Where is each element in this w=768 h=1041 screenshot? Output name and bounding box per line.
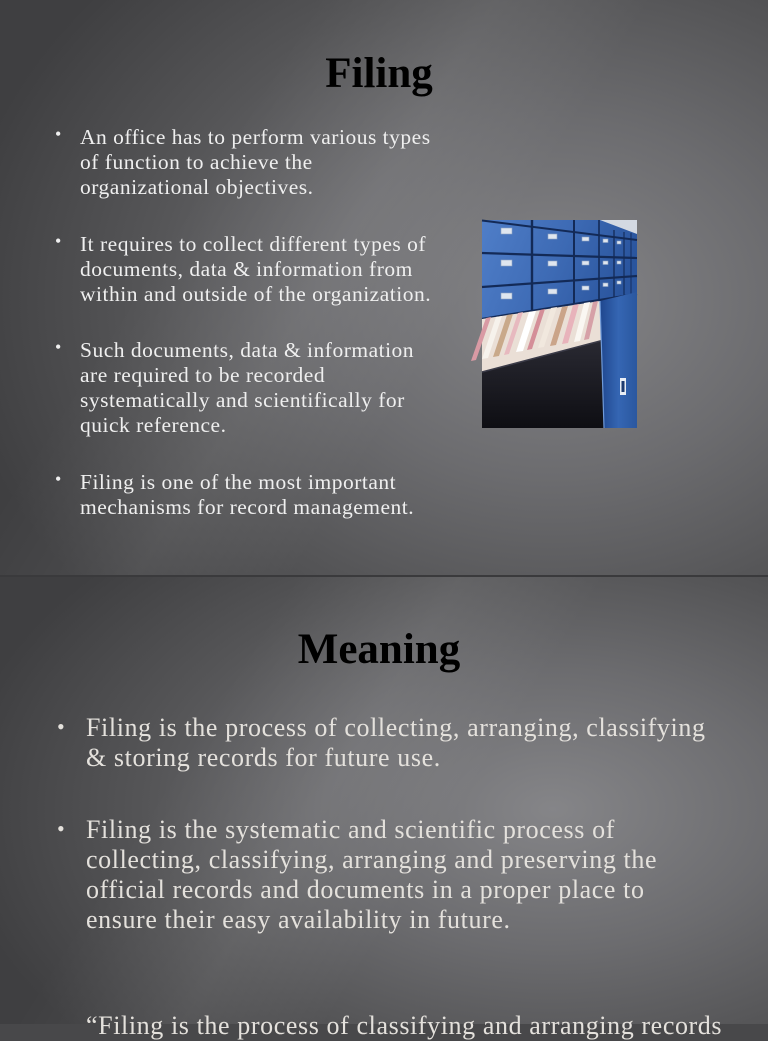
bullet-line: documents, data & information from — [80, 257, 413, 281]
slide-title: Meaning — [297, 626, 461, 673]
bullet-line: Filing is the systematic and scientific process of — [86, 815, 615, 844]
bullet-line: collecting, classifying, arranging and preserving the — [86, 845, 658, 874]
bullet-item — [86, 1011, 723, 1040]
bullet-marker: • — [55, 469, 62, 489]
bullet-item — [57, 713, 706, 773]
bullet-line: are required to be recorded — [80, 363, 326, 387]
bullet-line: mechanisms for record management. — [80, 495, 415, 519]
bullet-line: It requires to collect different types of — [80, 232, 427, 256]
bullet-line: Filing is the process of collecting, arranging, classifying — [86, 713, 706, 742]
bullet-line: ensure their easy availability in future. — [86, 905, 511, 934]
bullet-line: Such documents, data & information — [80, 338, 415, 362]
bullet-marker: • — [55, 231, 62, 251]
bullet-marker: • — [55, 337, 62, 357]
bullet-line: An office has to perform various types — [80, 125, 431, 149]
filing-cabinet-image — [482, 220, 637, 428]
bullet-item — [55, 337, 415, 438]
drawer-side-panel — [600, 292, 637, 428]
bullet-item — [55, 124, 431, 200]
bullet-marker: • — [55, 124, 62, 144]
bullet-line: organizational objectives. — [80, 175, 314, 199]
slide-title: Filing — [325, 50, 433, 97]
open-drawer-files — [471, 301, 604, 428]
bullet-line: systematically and scientifically for — [80, 388, 405, 412]
bullet-line: official records and documents in a proper place to — [86, 875, 645, 904]
bullet-line: of function to achieve the — [80, 150, 313, 174]
bullet-marker: • — [57, 714, 65, 739]
bullet-line: within and outside of the organization. — [80, 282, 432, 306]
bullet-line: & storing records for future use. — [86, 743, 441, 772]
filing-cabinet-photo — [482, 220, 637, 428]
bullet-item — [55, 231, 432, 307]
bullet-marker: • — [57, 816, 65, 841]
slide-meaning — [0, 577, 768, 1040]
bullet-line: Filing is one of the most important — [80, 470, 397, 494]
bullet-line: “Filing is the process of classifying and arranging records — [86, 1011, 723, 1040]
bullet-item — [57, 815, 658, 935]
bullet-item — [55, 469, 415, 520]
bullet-line: quick reference. — [80, 413, 227, 437]
